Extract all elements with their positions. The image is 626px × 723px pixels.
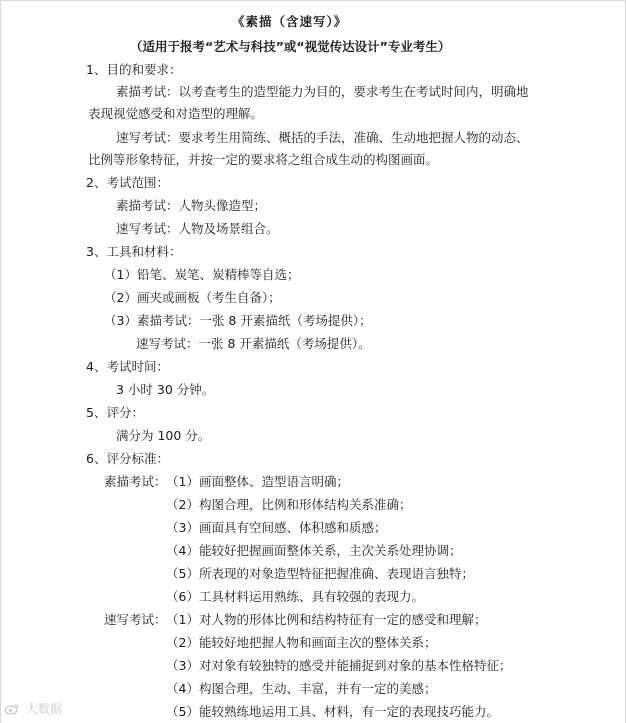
s6-sumiao-label: 素描考试： bbox=[104, 474, 167, 489]
s6-suxie-item: （4）构图合理，生动、丰富，并有一定的美感； bbox=[166, 681, 437, 696]
s4-heading: 4、考试时间： bbox=[86, 359, 169, 374]
s6-suxie-item: （1）对人物的形体比例和结构特征有一定的感受和理解； bbox=[166, 612, 487, 627]
s1-sumiao-line1: 素描考试：以考查考生的造型能力为目的，要求考生在考试时间内，明确地 bbox=[116, 84, 529, 99]
s3-item-4: 速写考试：一张 8 开素描纸（考场提供）。 bbox=[136, 336, 371, 351]
s1-heading: 1、目的和要求： bbox=[86, 62, 182, 77]
s3-item-1: （1）铅笔、炭笔、炭精棒等自选； bbox=[104, 267, 300, 282]
s4-text: 3 小时 30 分钟。 bbox=[116, 382, 215, 397]
page-border-top bbox=[0, 0, 626, 1]
s6-sumiao-item: （5）所表现的对象造型特征把握准确、表现语言独特； bbox=[166, 566, 474, 581]
s1-sumiao-line2: 表现视觉感受和对造型的理解。 bbox=[88, 106, 264, 121]
s2-heading: 2、考试范围： bbox=[86, 175, 169, 190]
s2-sumiao: 素描考试：人物头像造型； bbox=[116, 198, 267, 213]
doc-title: 《素描（含速写）》 bbox=[232, 14, 348, 29]
s5-heading: 5、评分： bbox=[86, 405, 144, 420]
s6-sumiao-item: （6）工具材料运用熟练、具有较强的表现力。 bbox=[166, 589, 424, 604]
s6-suxie-item: （5）能较熟练地运用工具、材料，有一定的表现技巧能力。 bbox=[166, 704, 499, 719]
s6-sumiao-item: （4）能较好把握画面整体关系，主次关系处理协调； bbox=[166, 543, 462, 558]
s3-item-2: （2）画夹或画板（考生自备）； bbox=[104, 290, 281, 305]
s6-suxie-item: （3）对对象有较独特的感受并能捕捉到对象的基本性格特征； bbox=[166, 658, 512, 673]
watermark-text: 大数据 bbox=[25, 702, 62, 716]
s6-sumiao-item: （3）画面具有空间感、体积感和质感； bbox=[166, 520, 387, 535]
s2-suxie: 速写考试：人物及场景组合。 bbox=[116, 221, 279, 236]
s3-item-3: （3）素描考试：一张 8 开素描纸（考场提供）； bbox=[104, 313, 372, 328]
s6-heading: 6、评分标准： bbox=[86, 451, 169, 466]
weibo-icon bbox=[4, 703, 20, 715]
s5-text: 满分为 100 分。 bbox=[116, 428, 211, 443]
watermark bbox=[4, 700, 62, 717]
s6-suxie-label: 速写考试： bbox=[104, 612, 167, 627]
page-border-left bbox=[0, 0, 1, 723]
s1-suxie-line2: 比例等形象特征，并按一定的要求将之组合成生动的构图画面。 bbox=[88, 152, 439, 167]
s6-sumiao-item: （1）画面整体、造型语言明确； bbox=[166, 474, 349, 489]
s1-suxie-line1: 速写考试：要求考生用简练、概括的手法，准确、生动地把握人物的动态、 bbox=[116, 130, 529, 145]
s3-heading: 3、工具和材料： bbox=[86, 244, 182, 259]
s6-sumiao-item: （2）构图合理，比例和形体结构关系准确； bbox=[166, 497, 412, 512]
s6-suxie-item: （2）能较好地把握人物和画面主次的整体关系； bbox=[166, 635, 437, 650]
doc-subtitle: （适用于报考“艺术与科技”或“视觉传达设计”专业考生） bbox=[130, 39, 451, 54]
